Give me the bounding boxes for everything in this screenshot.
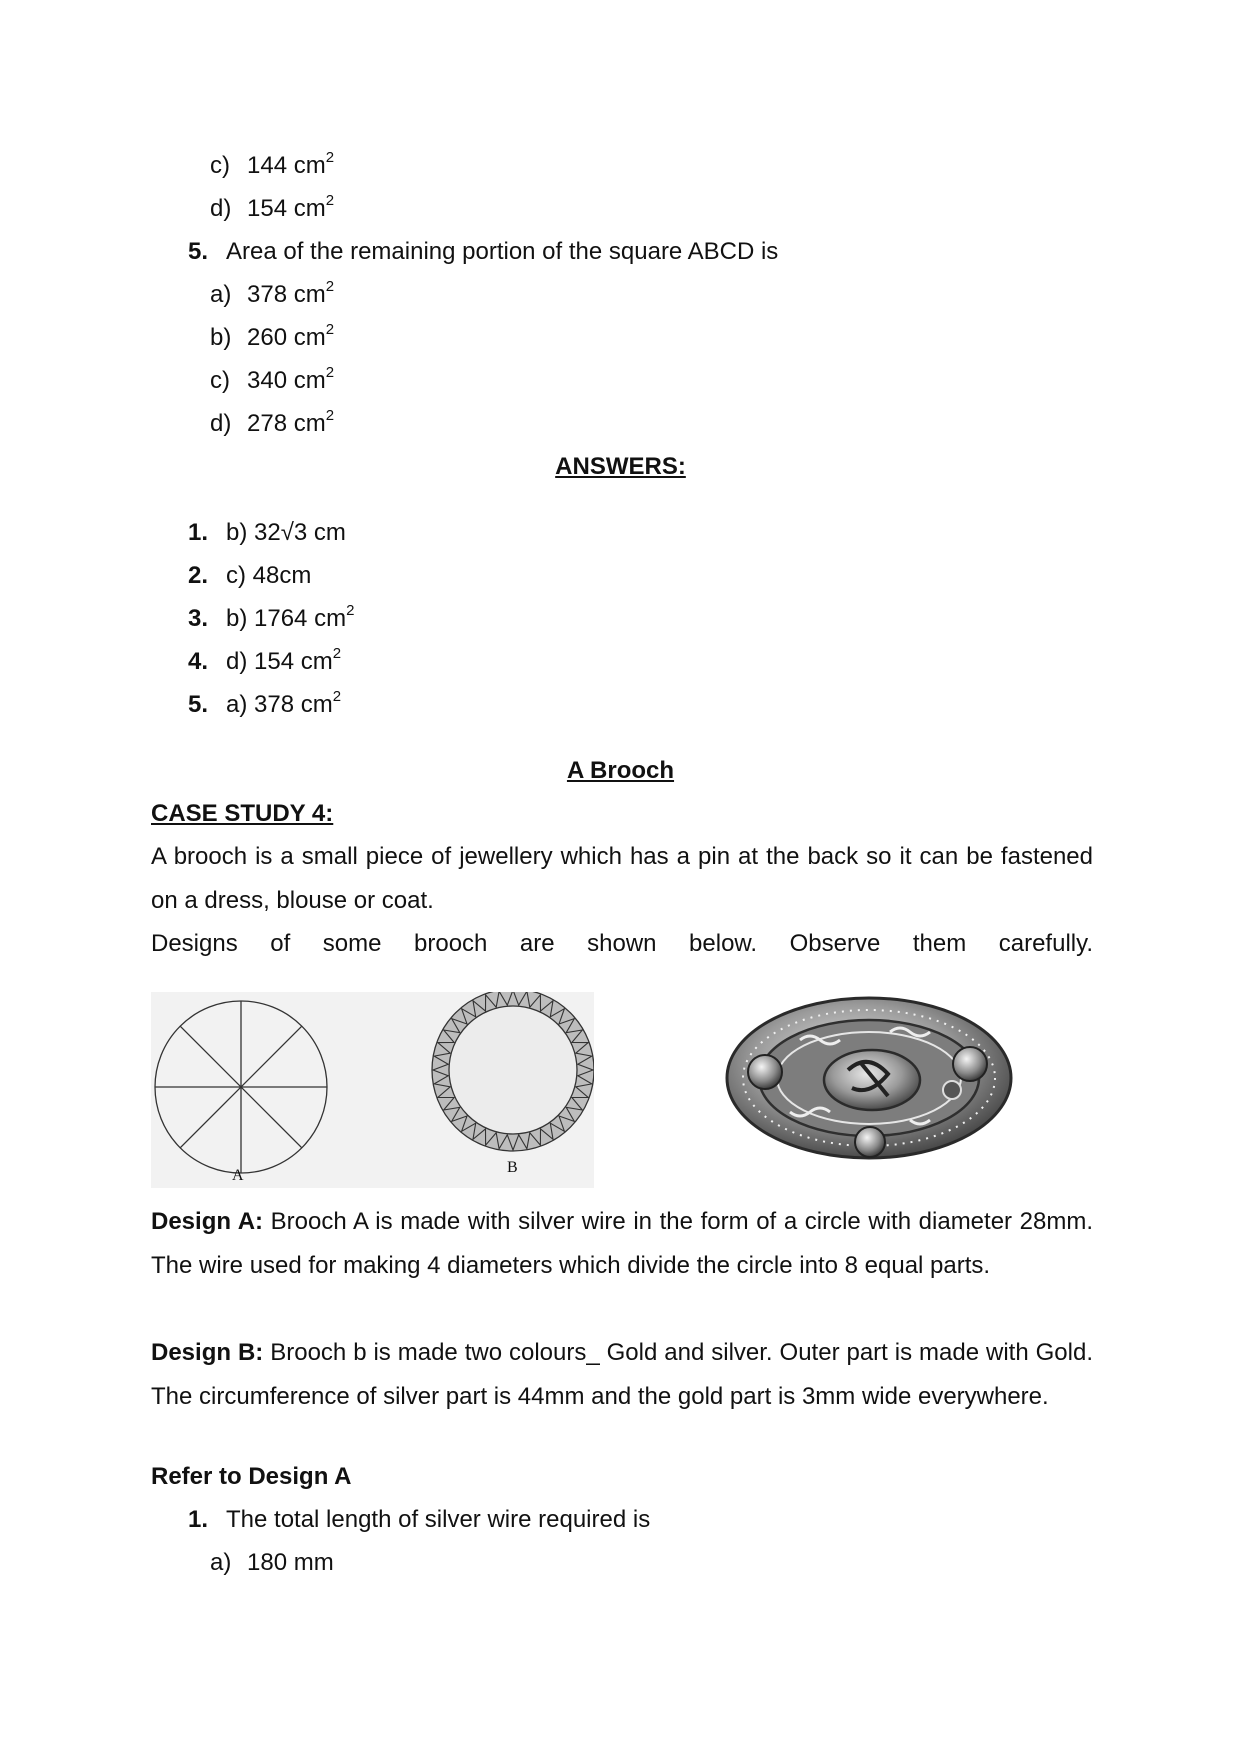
option-d (210, 194, 334, 224)
option-value: 144 cm (247, 152, 326, 179)
answers-heading: ANSWERS: (555, 453, 686, 480)
question-1 (188, 1505, 650, 1535)
superscript: 2 (325, 321, 335, 338)
superscript: 2 (325, 407, 335, 424)
question-number: 1. (188, 1506, 209, 1533)
design-a-drawing (155, 1001, 327, 1173)
answer-item (188, 690, 341, 720)
option-value: 340 cm (247, 367, 326, 394)
option-label: c) (210, 367, 230, 394)
design-a-paragraph (151, 1200, 1093, 1287)
answer-value: a) 378 cm (226, 691, 333, 718)
design-a-b-diagram (151, 992, 594, 1188)
superscript: 2 (325, 192, 335, 209)
answer-value: c) 48cm (226, 562, 312, 589)
answer-value: d) 154 cm (226, 648, 333, 675)
answer-item (188, 518, 346, 548)
figure-label-b: B (507, 1159, 518, 1176)
answer-number: 3. (188, 605, 209, 632)
superscript: 2 (332, 688, 342, 705)
question-number: 5. (188, 238, 209, 265)
design-a-label: Design A: (151, 1208, 264, 1235)
option-b (210, 323, 334, 353)
question-5 (188, 237, 778, 267)
brooch-photo (720, 992, 1018, 1188)
designs-line: Designs of some brooch are shown below. Observe them carefully. (151, 930, 1093, 957)
superscript: 2 (332, 645, 342, 662)
option-a (210, 280, 334, 310)
intro-paragraph: A brooch is a small piece of jewellery which has a pin at the back so it can be fastened on a dress, blouse or coat. (151, 843, 1093, 914)
design-b-paragraph (151, 1331, 1093, 1418)
section-title: A Brooch (566, 757, 675, 784)
design-b-label: Design B: (151, 1339, 264, 1366)
superscript: 2 (325, 364, 335, 381)
refer-heading: Refer to Design A (151, 1463, 352, 1490)
superscript: 2 (325, 278, 335, 295)
option-value: 278 cm (247, 410, 326, 437)
option-label: d) (210, 195, 232, 222)
option-a (210, 1548, 334, 1578)
option-label: a) (210, 281, 232, 308)
answer-value: b) 32√3 cm (226, 519, 346, 546)
option-d (210, 409, 334, 439)
option-value: 180 mm (247, 1549, 334, 1576)
answer-item (188, 604, 354, 634)
answer-item (188, 561, 311, 591)
answer-number: 2. (188, 562, 209, 589)
superscript: 2 (325, 149, 335, 166)
option-label: d) (210, 410, 232, 437)
answer-number: 1. (188, 519, 209, 546)
design-figure (151, 992, 594, 1188)
figure-label-a: A (232, 1167, 244, 1184)
case-study-heading: CASE STUDY 4: (151, 800, 334, 827)
option-value: 260 cm (247, 324, 326, 351)
answer-number: 5. (188, 691, 209, 718)
option-value: 154 cm (247, 195, 326, 222)
option-c (210, 366, 334, 396)
answer-item (188, 647, 341, 677)
option-c (210, 151, 334, 181)
answer-number: 4. (188, 648, 209, 675)
design-b-drawing (432, 992, 594, 1151)
answer-value: b) 1764 cm (226, 605, 347, 632)
question-text: The total length of silver wire required is (226, 1506, 651, 1533)
design-a-text: Brooch A is made with silver wire in the form of a circle with diameter 28mm. The wire used for making 4 diameters which divide the circle into 8 equal parts. (151, 1208, 1093, 1279)
superscript: 2 (346, 602, 355, 619)
option-label: b) (210, 324, 232, 351)
question-text: Area of the remaining portion of the square ABCD is (226, 238, 779, 265)
option-value: 378 cm (247, 281, 326, 308)
option-label: c) (210, 152, 230, 179)
design-b-text: Brooch b is made two colours_ Gold and silver. Outer part is made with Gold. The circumference of silver part is 44mm and the gold part is 3mm wide everywhere. (151, 1339, 1093, 1410)
option-label: a) (210, 1549, 232, 1576)
